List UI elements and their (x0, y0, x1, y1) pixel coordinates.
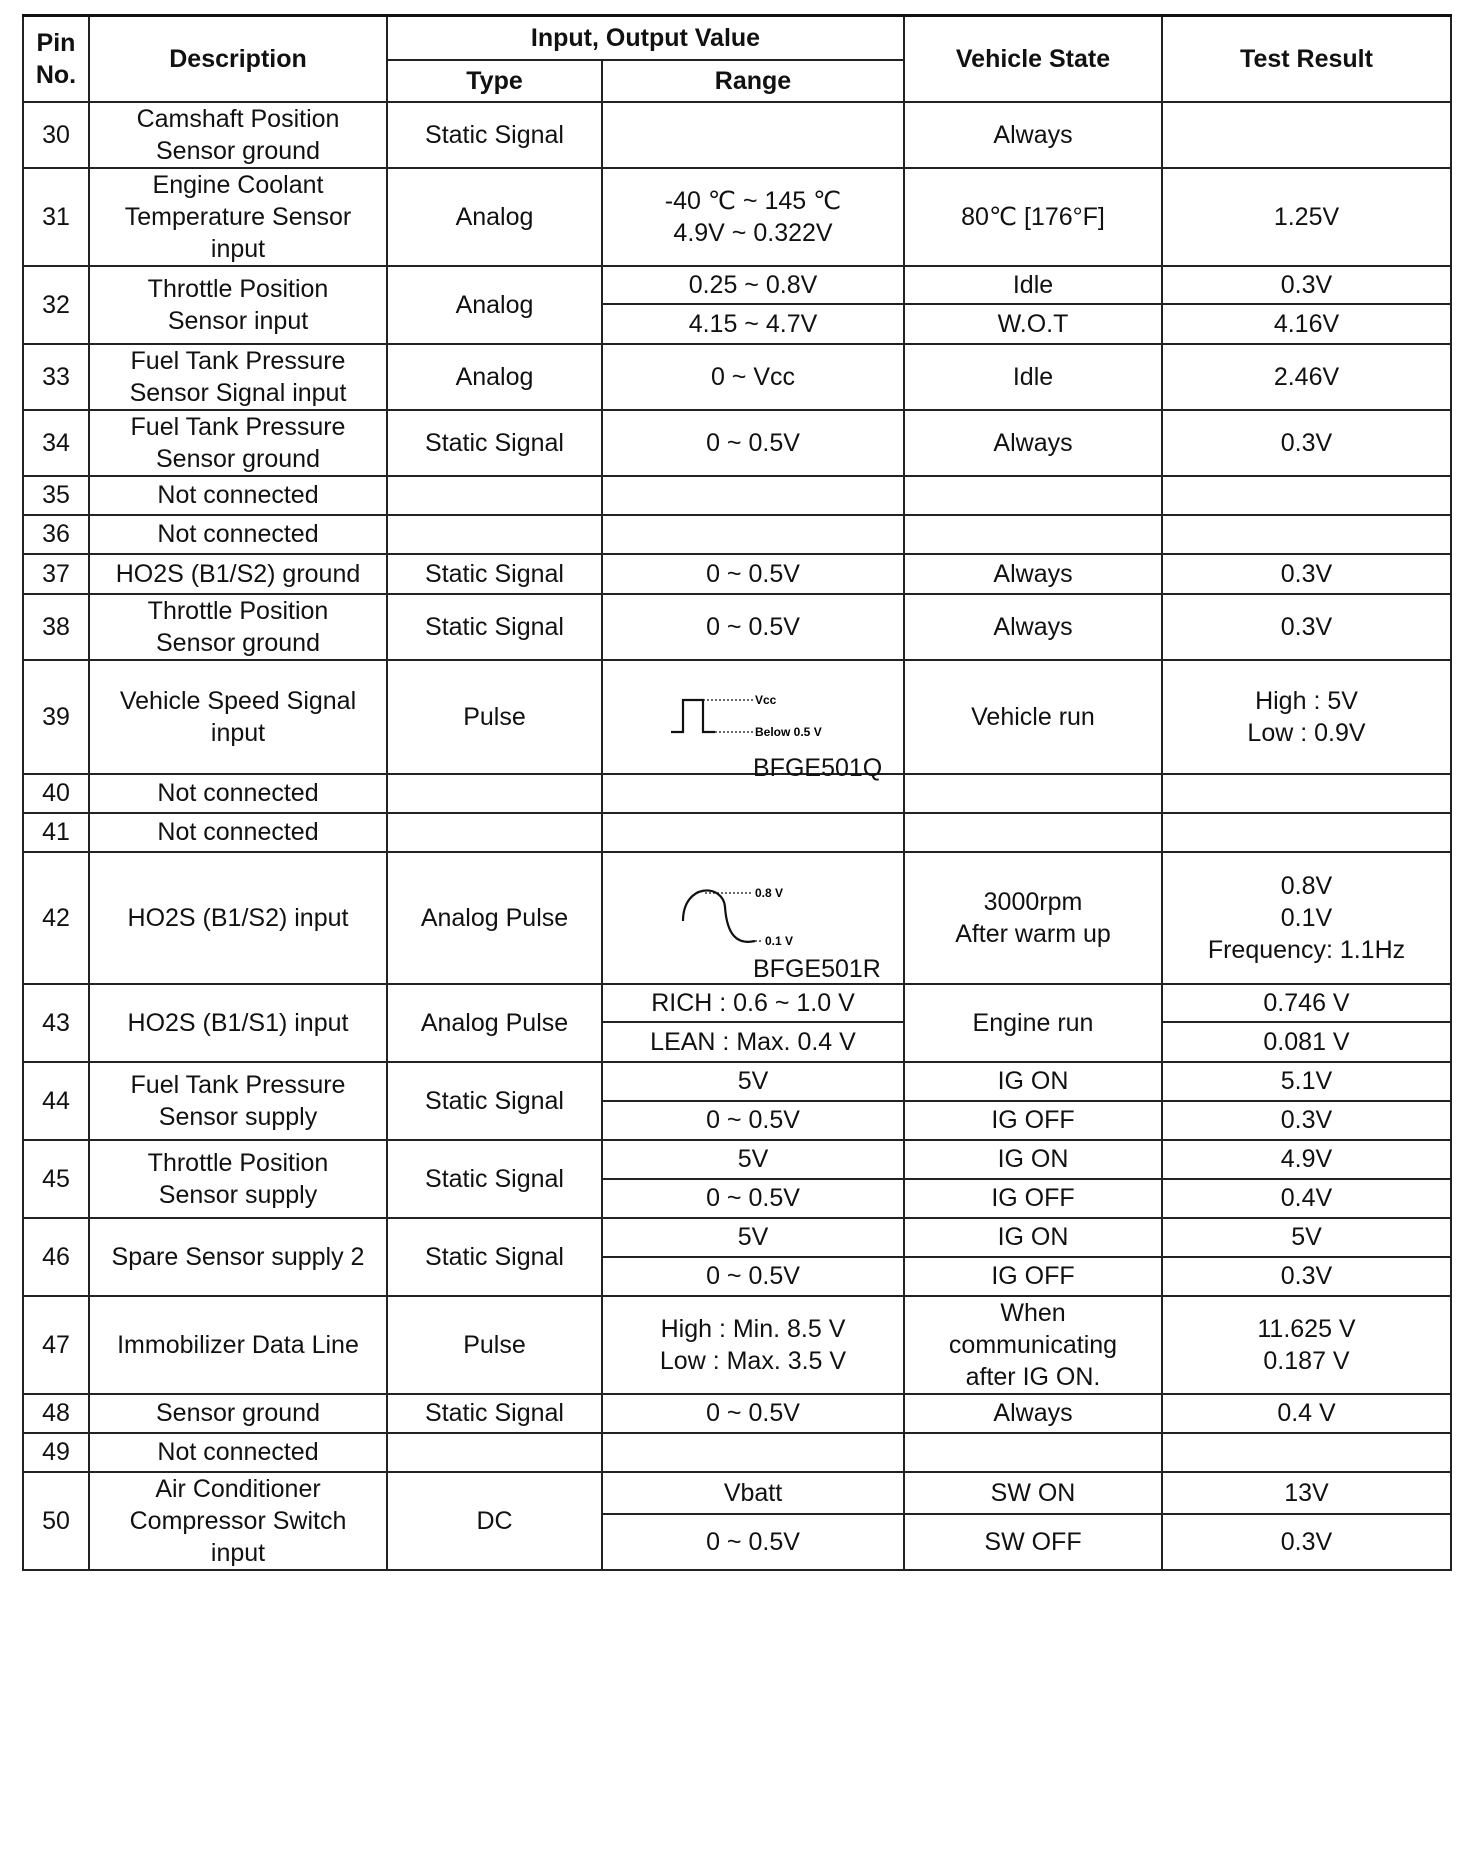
table-row (23, 1433, 1451, 1472)
vehicle-state: W.O.T (904, 304, 1162, 344)
test-result: 0.3V (1162, 1101, 1451, 1140)
table-row (23, 813, 1451, 852)
vehicle-state: When communicating after IG ON. (904, 1296, 1162, 1394)
pin-number: 47 (23, 1296, 89, 1394)
signal-type: Pulse (387, 660, 602, 774)
signal-range (602, 515, 904, 554)
test-result: 4.16V (1162, 304, 1451, 344)
signal-range: 0.25 ~ 0.8V (602, 266, 904, 304)
signal-range (602, 476, 904, 515)
table-row (23, 515, 1451, 554)
pin-table-sheet (22, 14, 1452, 1571)
table-row (23, 660, 1451, 774)
test-result: 0.081 V (1162, 1022, 1451, 1062)
table-row (23, 168, 1451, 266)
vehicle-state: IG ON (904, 1218, 1162, 1257)
waveform-low-label: 0.1 V (765, 933, 794, 948)
test-result: 11.625 V 0.187 V (1162, 1296, 1451, 1394)
pin-number: 50 (23, 1472, 89, 1570)
table-row (23, 984, 1451, 1022)
pin-description: Not connected (89, 813, 387, 852)
pin-description: Vehicle Speed Signal input (89, 660, 387, 774)
test-result (1162, 1433, 1451, 1472)
vehicle-state: Always (904, 102, 1162, 168)
signal-range: 4.15 ~ 4.7V (602, 304, 904, 344)
pin-description: Not connected (89, 774, 387, 813)
pin-description: Air Conditioner Compressor Switch input (89, 1472, 387, 1570)
signal-type: Static Signal (387, 1218, 602, 1296)
square-wave-icon (653, 682, 853, 752)
test-result (1162, 102, 1451, 168)
vehicle-state: Always (904, 594, 1162, 660)
test-result: 0.3V (1162, 266, 1451, 304)
test-result (1162, 813, 1451, 852)
sine-wave-icon (653, 883, 853, 953)
pin-description: HO2S (B1/S2) input (89, 852, 387, 984)
signal-range: LEAN : Max. 0.4 V (602, 1022, 904, 1062)
signal-range: 0 ~ 0.5V (602, 1394, 904, 1433)
test-result (1162, 476, 1451, 515)
table-row (23, 1140, 1451, 1179)
signal-type: Analog (387, 344, 602, 410)
pin-description: Engine Coolant Temperature Sensor input (89, 168, 387, 266)
pin-specification-table (22, 14, 1452, 1571)
test-result: 0.4V (1162, 1179, 1451, 1218)
test-result: 0.3V (1162, 1514, 1451, 1569)
pin-number: 31 (23, 168, 89, 266)
signal-range: 5V (602, 1140, 904, 1179)
vehicle-state: IG ON (904, 1062, 1162, 1101)
test-result: 0.3V (1162, 594, 1451, 660)
pin-description: HO2S (B1/S2) ground (89, 554, 387, 594)
pin-description: HO2S (B1/S1) input (89, 984, 387, 1062)
vehicle-state: Always (904, 410, 1162, 476)
pin-rows (23, 102, 1451, 1570)
table-row (23, 1296, 1451, 1394)
signal-type: Static Signal (387, 1394, 602, 1433)
signal-type (387, 515, 602, 554)
signal-range: 5V (602, 1218, 904, 1257)
signal-type: Static Signal (387, 554, 602, 594)
signal-range: 0 ~ 0.5V (602, 1257, 904, 1296)
table-row (23, 554, 1451, 594)
vehicle-state: IG OFF (904, 1257, 1162, 1296)
signal-range: 0 ~ 0.5V (602, 1179, 904, 1218)
test-result: 4.9V (1162, 1140, 1451, 1179)
table-row (23, 1394, 1451, 1433)
pin-number: 49 (23, 1433, 89, 1472)
vehicle-state: Idle (904, 266, 1162, 304)
signal-type: Analog (387, 266, 602, 344)
table-row (23, 1472, 1451, 1515)
vehicle-state: 3000rpm After warm up (904, 852, 1162, 984)
vehicle-state: 80℃ [176°F] (904, 168, 1162, 266)
pin-description: Sensor ground (89, 1394, 387, 1433)
pin-number: 30 (23, 102, 89, 168)
vehicle-state: IG ON (904, 1140, 1162, 1179)
pin-number: 40 (23, 774, 89, 813)
signal-type (387, 476, 602, 515)
pin-number: 36 (23, 515, 89, 554)
pin-description: Fuel Tank Pressure Sensor ground (89, 410, 387, 476)
header-io-value: Input, Output Value (387, 16, 904, 60)
signal-range (602, 102, 904, 168)
vehicle-state: SW ON (904, 1472, 1162, 1515)
pin-description: Not connected (89, 476, 387, 515)
figure-code: BFGE501Q (753, 753, 883, 782)
pin-number: 44 (23, 1062, 89, 1140)
signal-type (387, 1433, 602, 1472)
pin-number: 41 (23, 813, 89, 852)
waveform-figure (607, 883, 899, 953)
table-row (23, 1062, 1451, 1101)
pin-number: 35 (23, 476, 89, 515)
test-result: 2.46V (1162, 344, 1451, 410)
table-row (23, 344, 1451, 410)
table-row (23, 102, 1451, 168)
signal-range: High : Min. 8.5 V Low : Max. 3.5 V (602, 1296, 904, 1394)
signal-type: Static Signal (387, 410, 602, 476)
test-result: 5.1V (1162, 1062, 1451, 1101)
vehicle-state: SW OFF (904, 1514, 1162, 1569)
range-waveform (602, 660, 904, 782)
signal-range: -40 ℃ ~ 145 ℃ 4.9V ~ 0.322V (602, 168, 904, 266)
pin-number: 39 (23, 660, 89, 774)
test-result: High : 5V Low : 0.9V (1162, 660, 1451, 774)
test-result: 0.8V 0.1V Frequency: 1.1Hz (1162, 852, 1451, 984)
signal-range: 0 ~ 0.5V (602, 554, 904, 594)
pin-description: Throttle Position Sensor supply (89, 1140, 387, 1218)
pin-description: Throttle Position Sensor input (89, 266, 387, 344)
pin-number: 37 (23, 554, 89, 594)
signal-type: Pulse (387, 1296, 602, 1394)
vehicle-state: Idle (904, 344, 1162, 410)
pin-description: Throttle Position Sensor ground (89, 594, 387, 660)
pin-description: Fuel Tank Pressure Sensor Signal input (89, 344, 387, 410)
test-result: 0.746 V (1162, 984, 1451, 1022)
test-result: 0.3V (1162, 1257, 1451, 1296)
vehicle-state: IG OFF (904, 1179, 1162, 1218)
signal-range: 0 ~ 0.5V (602, 1101, 904, 1140)
vehicle-state (904, 515, 1162, 554)
signal-range (602, 1433, 904, 1472)
table-row (23, 476, 1451, 515)
signal-range: 0 ~ 0.5V (602, 1514, 904, 1569)
range-waveform (602, 852, 904, 984)
signal-type: Analog (387, 168, 602, 266)
signal-range: Vbatt (602, 1472, 904, 1515)
table-row (23, 1218, 1451, 1257)
vehicle-state (904, 813, 1162, 852)
pin-number: 46 (23, 1218, 89, 1296)
pin-number: 32 (23, 266, 89, 344)
test-result: 0.3V (1162, 554, 1451, 594)
table-row (23, 852, 1451, 984)
pin-number: 33 (23, 344, 89, 410)
test-result: 1.25V (1162, 168, 1451, 266)
waveform-low-label: Below 0.5 V (755, 724, 822, 739)
signal-type: Static Signal (387, 1062, 602, 1140)
signal-range: 5V (602, 1062, 904, 1101)
vehicle-state: Vehicle run (904, 660, 1162, 774)
header-range: Range (602, 60, 904, 102)
waveform-figure (607, 682, 899, 752)
pin-number: 45 (23, 1140, 89, 1218)
signal-type: Static Signal (387, 102, 602, 168)
waveform-high-label: 0.8 V (755, 885, 784, 900)
pin-number: 34 (23, 410, 89, 476)
signal-type: DC (387, 1472, 602, 1570)
pin-number: 48 (23, 1394, 89, 1433)
pin-description: Not connected (89, 515, 387, 554)
figure-code: BFGE501R (753, 954, 881, 983)
header-test-result: Test Result (1162, 16, 1451, 102)
test-result: 0.3V (1162, 410, 1451, 476)
table-row (23, 266, 1451, 304)
test-result: 13V (1162, 1472, 1451, 1515)
signal-type: Analog Pulse (387, 852, 602, 984)
table-row (23, 594, 1451, 660)
header-type: Type (387, 60, 602, 102)
pin-description: Fuel Tank Pressure Sensor supply (89, 1062, 387, 1140)
table-row (23, 410, 1451, 476)
header-vehicle-state: Vehicle State (904, 16, 1162, 102)
vehicle-state (904, 774, 1162, 813)
signal-range: 0 ~ 0.5V (602, 594, 904, 660)
test-result (1162, 774, 1451, 813)
test-result: 0.4 V (1162, 1394, 1451, 1433)
signal-range: 0 ~ Vcc (602, 344, 904, 410)
signal-type: Static Signal (387, 594, 602, 660)
signal-type (387, 813, 602, 852)
header-pin-no: Pin No. (23, 16, 89, 102)
pin-description: Spare Sensor supply 2 (89, 1218, 387, 1296)
pin-description: Immobilizer Data Line (89, 1296, 387, 1394)
pin-number: 42 (23, 852, 89, 984)
test-result (1162, 515, 1451, 554)
signal-range: RICH : 0.6 ~ 1.0 V (602, 984, 904, 1022)
header-description: Description (89, 16, 387, 102)
signal-type: Analog Pulse (387, 984, 602, 1062)
vehicle-state (904, 1433, 1162, 1472)
test-result: 5V (1162, 1218, 1451, 1257)
pin-number: 43 (23, 984, 89, 1062)
signal-range: 0 ~ 0.5V (602, 410, 904, 476)
table-row (23, 774, 1451, 813)
vehicle-state: Always (904, 554, 1162, 594)
pin-number: 38 (23, 594, 89, 660)
vehicle-state (904, 476, 1162, 515)
pin-description: Not connected (89, 1433, 387, 1472)
vehicle-state: Always (904, 1394, 1162, 1433)
signal-type (387, 774, 602, 813)
vehicle-state: Engine run (904, 984, 1162, 1062)
signal-type: Static Signal (387, 1140, 602, 1218)
waveform-high-label: Vcc (755, 692, 777, 707)
pin-description: Camshaft Position Sensor ground (89, 102, 387, 168)
vehicle-state: IG OFF (904, 1101, 1162, 1140)
